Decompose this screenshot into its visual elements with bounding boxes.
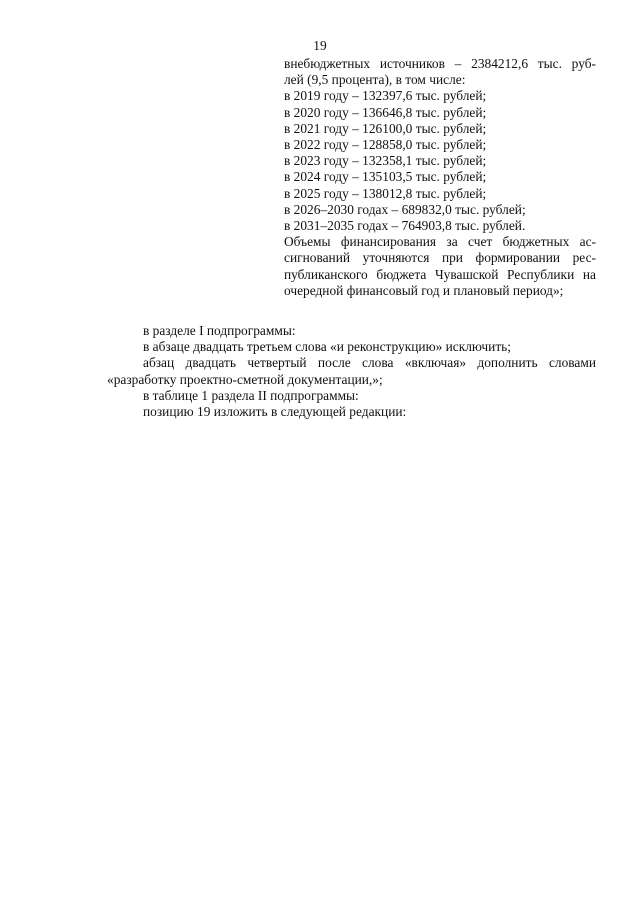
- paragraph-table-1: в таблице 1 раздела II подпрограммы:: [143, 387, 359, 403]
- paragraph-section-i: в разделе I подпрограммы:: [143, 323, 296, 338]
- year-2022-line: в 2022 году – 128858,0 тыс. рублей;: [284, 137, 487, 153]
- years-2026-2030-line: в 2026–2030 годах – 689832,0 тыс. рублей;: [284, 201, 526, 217]
- closing-line-2: сигнований уточняются при формировании рес-: [284, 250, 596, 266]
- financing-block: [284, 56, 596, 299]
- year-2019-line: в 2019 году – 132397,6 тыс. рублей;: [284, 88, 487, 104]
- year-2021-line: в 2021 году – 126100,0 тыс. рублей;: [284, 120, 487, 136]
- year-2024-line: в 2024 году – 135103,5 тыс. рублей;: [284, 169, 487, 185]
- closing-line-3: публиканского бюджета Чувашской Республики на: [284, 266, 596, 282]
- financing-extrabudget-line-1: внебюджетных источников – 2384212,6 тыс. руб-: [284, 56, 596, 71]
- closing-line-1: Объемы финансирования за счет бюджетных ас-: [284, 234, 596, 250]
- financing-extrabudget-line-2: лей (9,5 процента), в том числе:: [284, 72, 466, 88]
- years-2031-2035-line: в 2031–2035 годах – 764903,8 тыс. рублей.: [284, 218, 526, 234]
- amendment-body: [107, 323, 596, 420]
- paragraph-position-19: позицию 19 изложить в следующей редакции:: [143, 404, 407, 420]
- paragraph-abzats-24-line-2: «разработку проектно-сметной документации,»;: [107, 371, 383, 387]
- paragraph-abzats-24-line-1: абзац двадцать четвертый после слова «включая» дополнить словами: [143, 355, 596, 371]
- page-number: 19: [313, 38, 327, 53]
- closing-line-4: очередной финансовый год и плановый период»;: [284, 282, 564, 298]
- year-2025-line: в 2025 году – 138012,8 тыс. рублей;: [284, 185, 487, 201]
- year-2023-line: в 2023 году – 132358,1 тыс. рублей;: [284, 153, 487, 169]
- year-2020-line: в 2020 году – 136646,8 тыс. рублей;: [284, 104, 487, 120]
- paragraph-abzats-23: в абзаце двадцать третьем слова «и реконструкцию» исключить;: [143, 339, 511, 355]
